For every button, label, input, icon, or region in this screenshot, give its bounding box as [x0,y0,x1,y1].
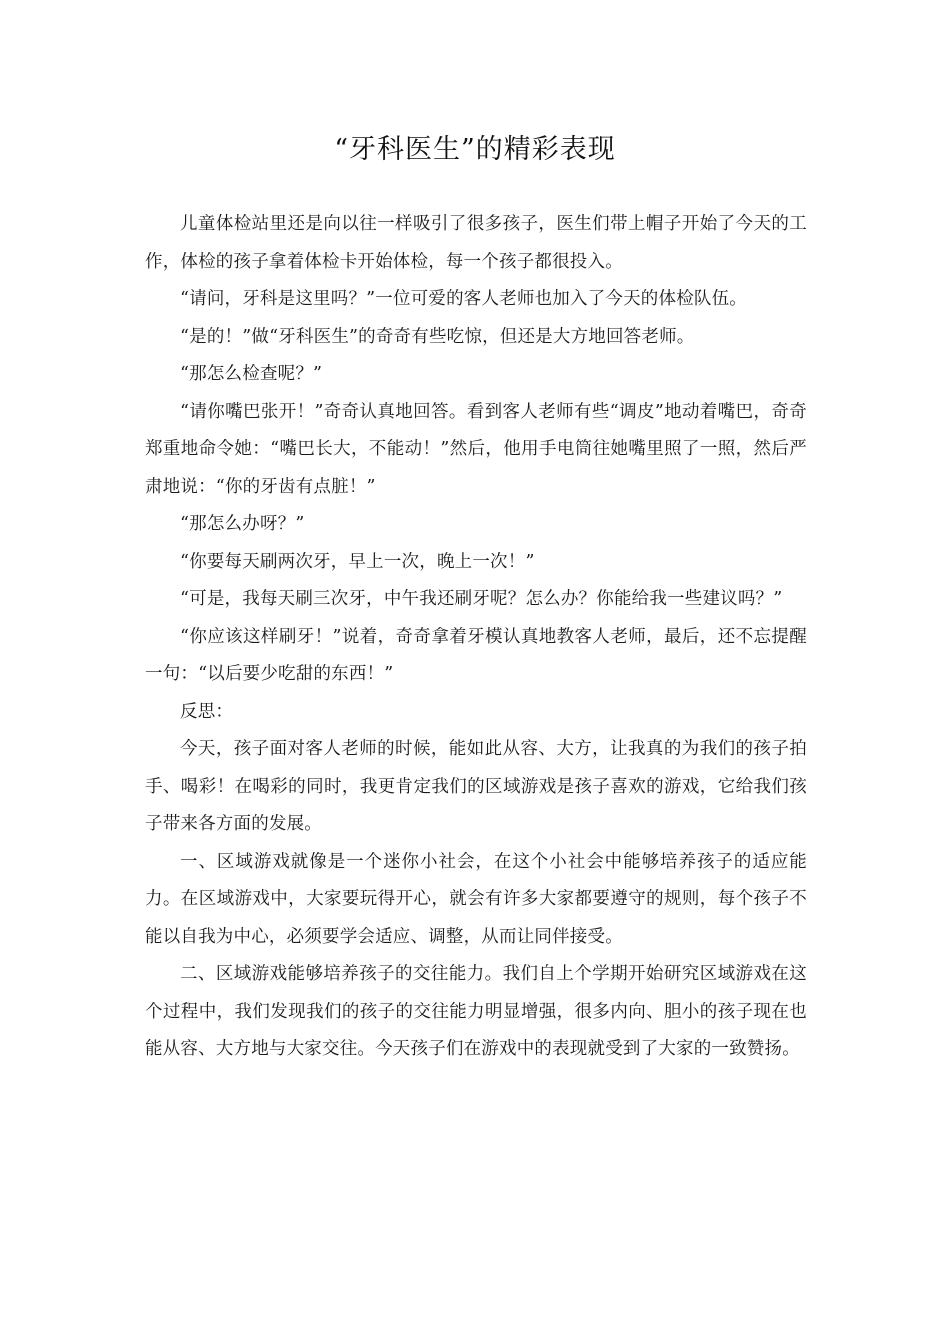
paragraph-point-one: 一、区域游戏就像是一个迷你小社会，在这个小社会中能够培养孩子的适应能力。在区域游戏中，大家要玩得开心，就会有许多大家都要遵守的规则，每个孩子不能以自我为中心，必须要学会适应、调整，从而让同伴接受。 [145,851,807,947]
paragraph-intro: 儿童体检站里还是向以往一样吸引了很多孩子，医生们带上帽子开始了今天的工作，体检的孩子拿着体检卡开始体检，每一个孩子都很投入。 [145,214,807,272]
paragraph-dialogue-3: “那怎么检查呢？” [180,364,323,384]
paragraph-reflection-heading: 反思： [180,701,234,722]
paragraph-dialogue-5: “那怎么办呀？” [180,514,305,534]
paragraph-dialogue-8: “你应该这样刷牙！”说着，奇奇拿着牙模认真地教客人老师，最后，还不忘提醒一句：“以后要少吃甜的东西！” [145,626,807,684]
paragraph-dialogue-2: “是的！”做“牙科医生”的奇奇有些吃惊，但还是大方地回答老师。 [180,326,695,347]
document-title: “牙科医生”的精彩表现 [334,134,616,165]
paragraph-dialogue-1: “请问，牙科是这里吗？”一位可爱的客人老师也加入了今天的体检队伍。 [180,289,747,309]
paragraph-reflection: 今天，孩子面对客人老师的时候，能如此从容、大方，让我真的为我们的孩子拍手、喝彩！在喝彩的同时，我更肯定我们的区域游戏是孩子喜欢的游戏，它给我们孩子带来各方面的发展。 [145,739,807,834]
paragraph-dialogue-4: “请你嘴巴张开！”奇奇认真地回答。看到客人老师有些“调皮”地动着嘴巴，奇奇郑重地命令她：“嘴巴长大，不能动！”然后，他用手电筒往她嘴里照了一照，然后严肃地说：“你的牙齿有点脏！” [145,401,807,497]
paragraph-point-two: 二、区域游戏能够培养孩子的交往能力。我们自上个学期开始研究区域游戏在这个过程中，我们发现我们的孩子的交往能力明显增强，很多内向、胆小的孩子现在也能从容、大方地与大家交往。今天孩子们在游戏中的表现就受到了大家的一致赞扬。 [145,964,807,1059]
paragraph-dialogue-6: “你要每天刷两次牙，早上一次，晚上一次！” [180,551,535,572]
document-body [145,206,807,1069]
paragraph-dialogue-7: “可是，我每天刷三次牙，中午我还刷牙呢？怎么办？你能给我一些建议吗？” [180,589,783,609]
